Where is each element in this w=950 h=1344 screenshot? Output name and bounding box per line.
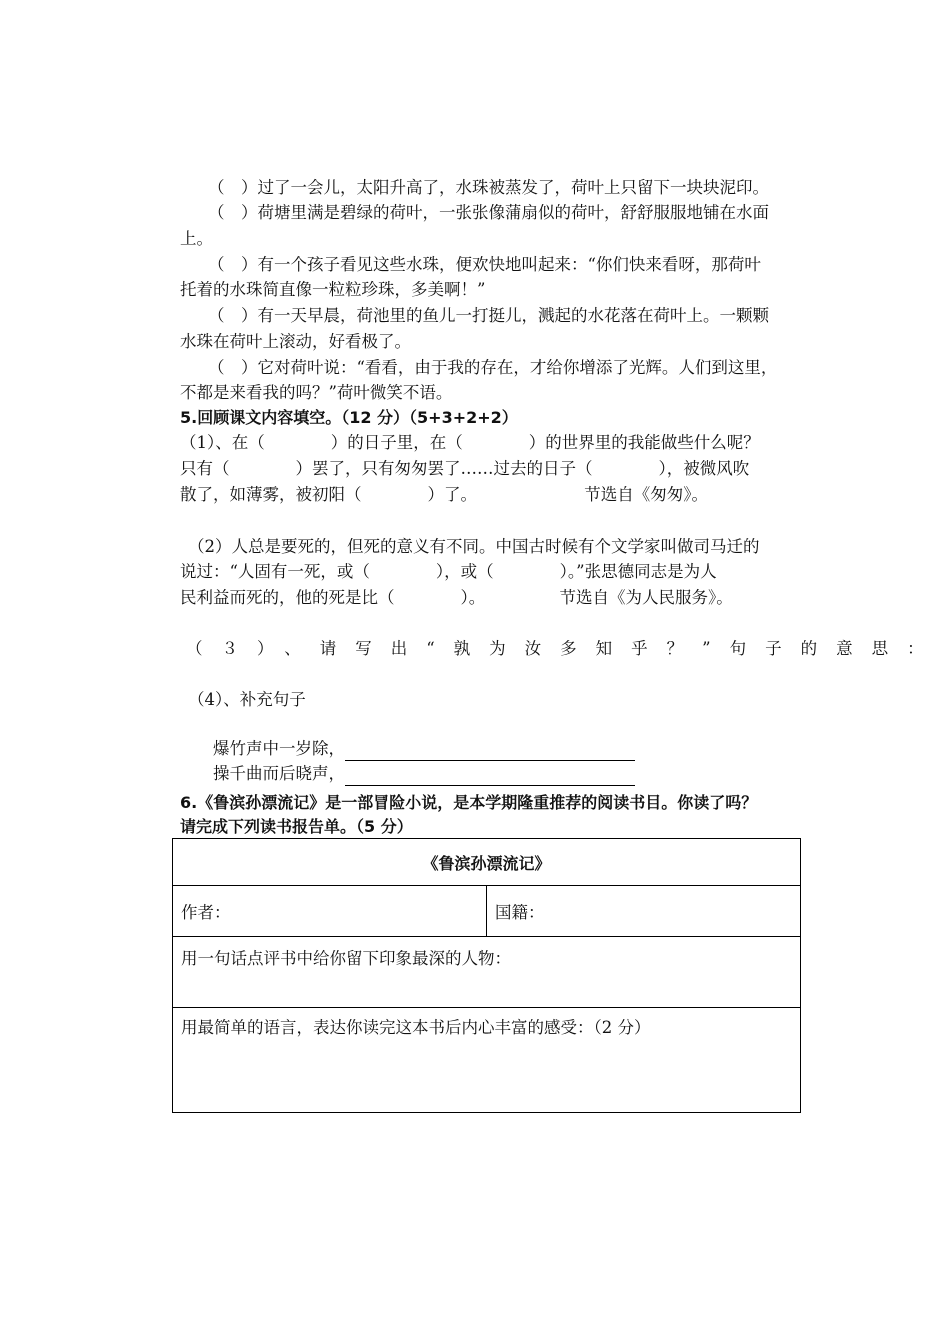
report-feeling-label: 用最简单的语言，表达你读完这本书后内心丰富的感受：（2 分） (181, 1018, 651, 1037)
report-nationality-cell[interactable] (487, 886, 801, 937)
q5-part3 (186, 637, 943, 661)
report-nationality-label: 国籍： (495, 903, 545, 922)
report-character-comment-label: 用一句话点评书中给你留下印象最深的人物： (181, 949, 511, 968)
report-author-label: 作者： (181, 903, 231, 922)
order-item-2-cont: 上。 (180, 229, 213, 248)
report-feeling-cell[interactable] (173, 1008, 801, 1113)
order-item-4-cont: 水珠在荷叶上滚动，好看极了。 (180, 332, 411, 351)
reading-report-table (172, 838, 801, 1113)
q5-part1-line3: 散了，如薄雾，被初阳（ ）了。 节选自《匆匆》。 (180, 485, 708, 504)
report-author-cell[interactable] (173, 886, 487, 937)
q5-part1-line1: （1）、在（ ）的日子里，在（ ）的世界里的我能做些什么呢？ (180, 433, 760, 452)
q5-part3-text: （３）、请写出“孰为汝多知乎？”句子的意思： (186, 639, 943, 658)
order-item-4: （ ）有一天早晨，荷池里的鱼儿一打挺儿，溅起的水花落在荷叶上。一颗颗 (208, 306, 769, 325)
q5-part4-title: （4）、补充句子 (188, 690, 306, 709)
answer-blank-2[interactable] (345, 767, 635, 786)
order-item-2: （ ）荷塘里满是碧绿的荷叶，一张张像蒲扇似的荷叶，舒舒服服地铺在水面 (208, 203, 769, 222)
q5-part2-line1: （2）人总是要死的，但死的意义有不同。中国古时候有个文学家叫做司马迁的 (188, 537, 760, 556)
order-item-5-cont: 不都是来看我的吗？”荷叶微笑不语。 (180, 383, 453, 402)
q5-part2-line3: 民利益而死的，他的死是比（ ）。 节选自《为人民服务》。 (180, 588, 733, 607)
question-6-title-line1: 6.《鲁滨孙漂流记》是一部冒险小说，是本学期隆重推荐的阅读书目。你读了吗？ (180, 793, 758, 812)
question-6-title-line2: 请完成下列读书报告单。（5 分） (180, 817, 413, 836)
question-5-title: 5.回顾课文内容填空。（12 分）（5+3+2+2） (180, 408, 518, 427)
order-item-3: （ ）有一个孩子看见这些水珠，便欢快地叫起来：“你们快来看呀，那荷叶 (208, 255, 761, 274)
q5-part4-line2-text: 操千曲而后晓声， (212, 764, 345, 783)
q5-part2-line2: 说过：“人固有一死，或（ ），或（ ）。”张思德同志是为人 (180, 562, 717, 581)
q5-part1-line2: 只有（ ）罢了，只有匆匆罢了……过去的日子（ ），被微风吹 (180, 459, 750, 478)
q5-part4-line1-text: 爆竹声中一岁除， (212, 739, 345, 758)
order-item-3-cont: 托着的水珠简直像一粒粒珍珠，多美啊！” (180, 280, 486, 299)
report-book-title: 《鲁滨孙漂流记》 (173, 839, 801, 886)
order-item-1: （ ）过了一会儿，太阳升高了，水珠被蒸发了，荷叶上只留下一块块泥印。 (208, 178, 769, 197)
order-item-5: （ ）它对荷叶说：“看看，由于我的存在，才给你增添了光辉。人们到这里， (208, 358, 778, 377)
report-character-comment-cell[interactable] (173, 937, 801, 1008)
